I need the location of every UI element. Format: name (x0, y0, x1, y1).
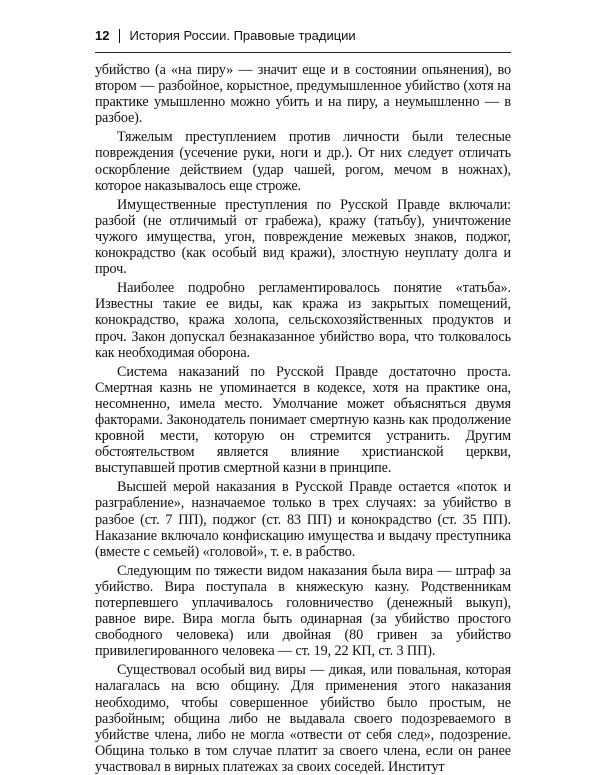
paragraph: Следующим по тяжести видом наказания была вира — штраф за убийство. Вира поступала в княжескую казну. Родственникам потерпевшего уплачивалось головничество (денежный выкуп), равное вире. Вира могла быть одинарная (за убийство простого свободного человека) или двойная (80 гривен за убийство привилегированного человека — ст. 19, 22 КП, ст. 3 ПП). (95, 562, 511, 660)
body-text (95, 62, 511, 775)
paragraph-continued: убийство (а «на пиру» — значит еще и в состоянии опьянения), во втором — разбойное, корыстное, предумышленное убийство (хотя на практике умышленно можно убить и на пиру, а неумышленно — в разбое). (95, 62, 511, 127)
paragraph: Тяжелым преступлением против личности были телесные повреждения (усечение руки, ноги и др.). От них следует отличать оскорбление действием (удар чашей, рогом, мечом в ножнах), которое наказывалось еще строже. (95, 129, 511, 194)
paragraph: Имущественные преступления по Русской Правде включали: разбой (не отличимый от грабежа), кражу (татьбу), уничтожение чужого имущества, угон, повреждение межевых знаков, поджог, конокрадство (как особый вид кражи), злостную неуплату долга и проч. (95, 196, 511, 278)
paragraph: Система наказаний по Русской Правде достаточно проста. Смертная казнь не упоминается в кодексе, хотя на практике она, несомненно, имела место. Умолчание может объясняться двумя факторами. Законодатель понимает смертную казнь как продолжение кровной мести, которую он стремится устранить. Другим обстоятельством является влияние христианской церкви, выступавшей против смертной казни в принципе. (95, 363, 511, 477)
page-number: 12 (95, 28, 110, 43)
header-separator (119, 29, 120, 43)
paragraph: Наиболее подробно регламентировалось понятие «татьба». Известны такие ее виды, как кража из закрытых помещений, конокрадство, кража холопа, сельскохозяйственных продуктов и проч. Закон допускал безнаказанное убийство вора, что толковалось как необходимая оборона. (95, 280, 511, 361)
paragraph: Высшей мерой наказания в Русской Правде остается «поток и разграбление», назначаемое только в трех случаях: за убийство в разбое (ст. 7 ПП), поджог (ст. 83 ПП) и конокрадство (ст. 35 ПП). Наказание включало конфискацию имущества и выдачу преступника (вместе с семьей) «головой», т. е. в рабство. (95, 479, 511, 560)
paragraph: Существовал особый вид виры — дикая, или повальная, которая налагалась на всю общину. Для применения этого наказания необходимо, чтобы совершенное убийство было простым, не разбойным; община либо не выдавала своего подозреваемого в убийстве члена, либо не могла «отвести от себя след», подозрение. Община только в том случае платит за своего члена, если он ранее участвовал в вирных платежах за своих соседей. Институт (95, 662, 511, 775)
running-title: История России. Правовые традиции (129, 28, 356, 43)
running-header (95, 28, 356, 44)
header-rule (95, 52, 511, 53)
